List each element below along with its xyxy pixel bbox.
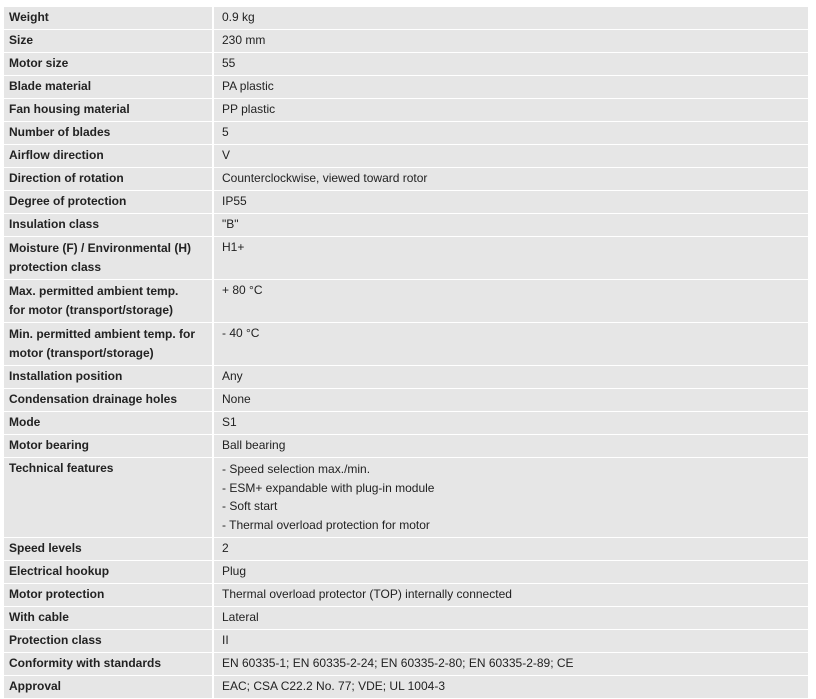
spec-row	[4, 584, 808, 606]
spec-label: Number of blades	[4, 122, 214, 144]
spec-row	[4, 323, 808, 365]
spec-label: Size	[4, 30, 214, 52]
spec-value: Lateral	[214, 607, 808, 629]
spec-table	[4, 6, 808, 699]
spec-label: Direction of rotation	[4, 168, 214, 190]
spec-label: Condensation drainage holes	[4, 389, 214, 411]
spec-label: Approval	[4, 676, 214, 698]
spec-value-line: - Thermal overload protection for motor	[222, 517, 430, 532]
spec-row	[4, 458, 808, 537]
spec-value: Ball bearing	[214, 435, 808, 457]
spec-value: 5	[214, 122, 808, 144]
spec-value	[214, 458, 808, 537]
spec-label: Motor bearing	[4, 435, 214, 457]
spec-label: Technical features	[4, 458, 214, 537]
spec-label: Speed levels	[4, 538, 214, 560]
spec-label: Blade material	[4, 76, 214, 98]
spec-value-line: - ESM+ expandable with plug-in module	[222, 480, 435, 495]
spec-row	[4, 76, 808, 98]
spec-row	[4, 99, 808, 121]
spec-value: Any	[214, 366, 808, 388]
spec-value: 0.9 kg	[214, 7, 808, 29]
spec-label: Conformity with standards	[4, 653, 214, 675]
spec-row	[4, 653, 808, 675]
spec-label: Installation position	[4, 366, 214, 388]
spec-label-line: Min. permitted ambient temp. for	[9, 327, 196, 341]
spec-value: IP55	[214, 191, 808, 213]
spec-row	[4, 676, 808, 698]
spec-row	[4, 53, 808, 75]
spec-value: PA plastic	[214, 76, 808, 98]
spec-value: + 80 °C	[214, 280, 808, 322]
spec-label-line: Max. permitted ambient temp.	[9, 284, 179, 298]
spec-label: Motor size	[4, 53, 214, 75]
spec-row	[4, 168, 808, 190]
spec-row	[4, 280, 808, 322]
spec-value-line: - Soft start	[222, 499, 278, 513]
spec-value: Thermal overload protector (TOP) internally connected	[214, 584, 808, 606]
spec-row	[4, 366, 808, 388]
spec-value: H1+	[214, 237, 808, 279]
spec-value: EN 60335-1; EN 60335-2-24; EN 60335-2-80; EN 60335-2-89; CE	[214, 653, 808, 675]
spec-value-line: - Speed selection max./min.	[222, 462, 371, 476]
spec-label: Insulation class	[4, 214, 214, 236]
spec-value: - 40 °C	[214, 323, 808, 365]
spec-value: Plug	[214, 561, 808, 583]
spec-row	[4, 389, 808, 411]
spec-label	[4, 323, 214, 365]
spec-row	[4, 538, 808, 560]
spec-value: 230 mm	[214, 30, 808, 52]
spec-label	[4, 280, 214, 322]
spec-value: "B"	[214, 214, 808, 236]
spec-label: Motor protection	[4, 584, 214, 606]
spec-label: Weight	[4, 7, 214, 29]
spec-row	[4, 435, 808, 457]
spec-value: V	[214, 145, 808, 167]
spec-label: With cable	[4, 607, 214, 629]
spec-row	[4, 122, 808, 144]
spec-row	[4, 191, 808, 213]
spec-label: Fan housing material	[4, 99, 214, 121]
spec-row	[4, 561, 808, 583]
spec-value: Counterclockwise, viewed toward rotor	[214, 168, 808, 190]
spec-row	[4, 214, 808, 236]
spec-label: Degree of protection	[4, 191, 214, 213]
spec-label: Electrical hookup	[4, 561, 214, 583]
spec-value: 2	[214, 538, 808, 560]
spec-label: Mode	[4, 412, 214, 434]
spec-row	[4, 630, 808, 652]
spec-label: Airflow direction	[4, 145, 214, 167]
spec-row	[4, 607, 808, 629]
spec-label	[4, 237, 214, 279]
spec-label-line: motor (transport/storage)	[9, 345, 154, 360]
spec-row	[4, 7, 808, 29]
spec-row	[4, 412, 808, 434]
spec-row	[4, 237, 808, 279]
spec-value: PP plastic	[214, 99, 808, 121]
spec-value: II	[214, 630, 808, 652]
spec-label-line: Moisture (F) / Environmental (H)	[9, 241, 192, 255]
spec-row	[4, 145, 808, 167]
spec-value: EAC; CSA C22.2 No. 77; VDE; UL 1004-3	[214, 676, 808, 698]
spec-value: 55	[214, 53, 808, 75]
spec-label: Protection class	[4, 630, 214, 652]
spec-label-line: protection class	[9, 259, 102, 274]
spec-value: S1	[214, 412, 808, 434]
spec-row	[4, 30, 808, 52]
spec-value: None	[214, 389, 808, 411]
spec-label-line: for motor (transport/storage)	[9, 302, 174, 317]
